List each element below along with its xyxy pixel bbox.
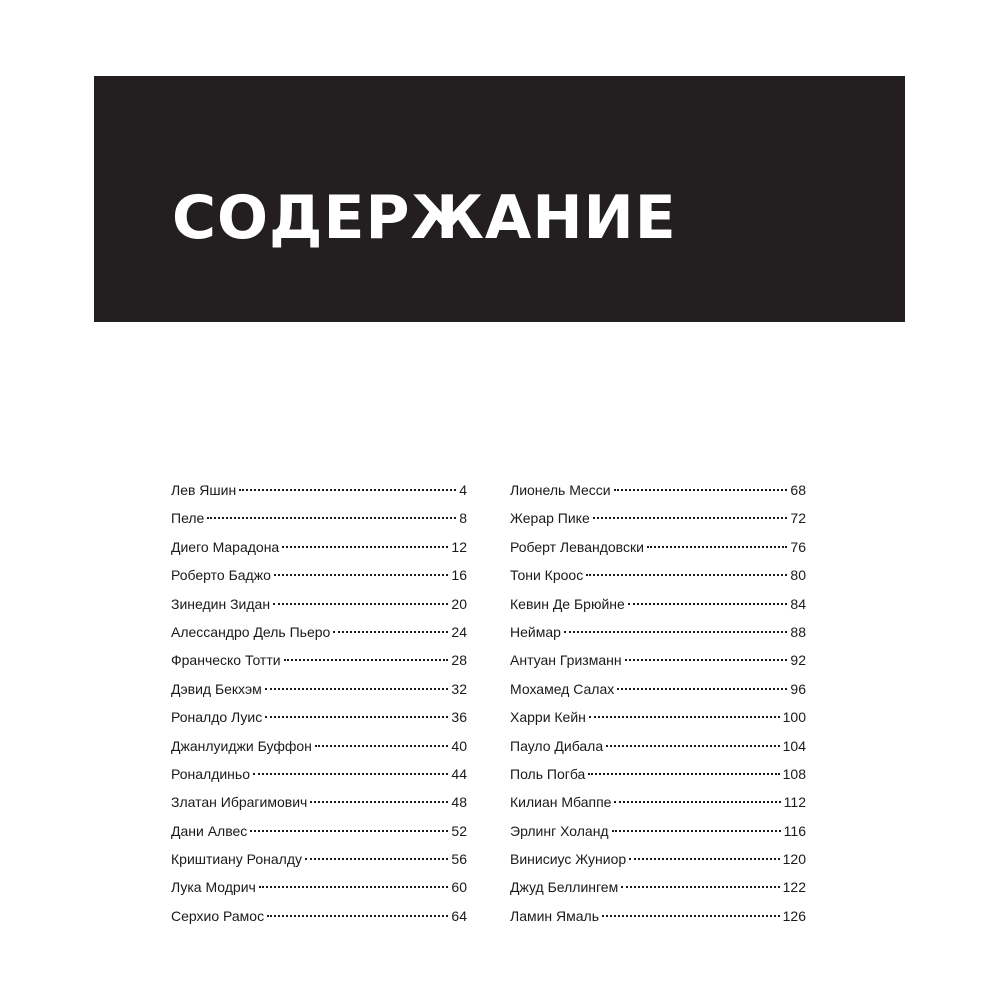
toc-entry-page: 76 [790, 538, 806, 555]
dot-leader [250, 830, 448, 832]
toc-entry-name: Мохамед Салах [510, 680, 615, 697]
dot-leader [259, 886, 449, 888]
dot-leader [602, 915, 780, 917]
toc-entry-name: Лука Модрич [171, 879, 256, 896]
toc-entry-name: Роберт Левандовски [510, 538, 644, 555]
toc-entry[interactable] [510, 760, 806, 788]
toc-entry[interactable] [510, 561, 806, 589]
dot-leader [612, 830, 781, 832]
toc-entry-page: 64 [451, 907, 467, 924]
toc-entry-page: 44 [451, 765, 467, 782]
toc-entry[interactable] [171, 817, 467, 845]
toc-entry-page: 112 [783, 794, 806, 811]
toc-entry[interactable] [510, 504, 806, 532]
toc-entry[interactable] [171, 703, 467, 731]
toc-entry-name: Поль Погба [510, 765, 586, 782]
toc-entry[interactable] [510, 873, 806, 901]
toc-entry[interactable] [171, 504, 467, 532]
toc-column-right [510, 476, 806, 930]
toc-entry-page: 122 [782, 879, 806, 896]
toc-entry-name: Джанлуиджи Буффон [171, 737, 312, 754]
toc-entry-name: Златан Ибрагимович [171, 794, 308, 811]
toc-entry-page: 96 [790, 680, 806, 697]
toc-entry[interactable] [171, 533, 467, 561]
toc-entry-page: 24 [451, 623, 467, 640]
toc-entry-name: Килиан Мбаппе [510, 794, 612, 811]
dot-leader [315, 745, 449, 747]
toc-entry-page: 32 [451, 680, 467, 697]
toc-entry-name: Роналдо Луис [171, 709, 263, 726]
dot-leader [617, 688, 787, 690]
toc-entry-page: 100 [782, 709, 806, 726]
dot-leader [253, 773, 448, 775]
toc-entry-name: Роналдиньо [171, 765, 250, 782]
toc-entry[interactable] [171, 788, 467, 816]
toc-entry-name: Тони Кроос [510, 567, 584, 584]
toc-entry[interactable] [171, 902, 467, 930]
dot-leader [273, 603, 448, 605]
toc-column-left [171, 476, 467, 930]
toc-entry-page: 16 [451, 567, 467, 584]
toc-entry[interactable] [171, 561, 467, 589]
dot-leader [274, 574, 449, 576]
dot-leader [239, 489, 456, 491]
dot-leader [614, 801, 780, 803]
title-banner [94, 76, 905, 322]
toc-entry[interactable] [510, 675, 806, 703]
toc-entry[interactable] [510, 902, 806, 930]
toc-entry-name: Дани Алвес [171, 822, 248, 839]
toc-entry[interactable] [171, 732, 467, 760]
toc-entry-page: 36 [451, 709, 467, 726]
toc-entry[interactable] [510, 703, 806, 731]
toc-entry-page: 84 [790, 595, 806, 612]
dot-leader [265, 688, 449, 690]
dot-leader [564, 631, 788, 633]
toc-entry-name: Серхио Рамос [171, 907, 265, 924]
dot-leader [606, 745, 780, 747]
toc-entry-name: Роберто Баджо [171, 567, 271, 584]
dot-leader [593, 517, 788, 519]
toc-entry[interactable] [171, 476, 467, 504]
toc-entry-page: 72 [790, 510, 806, 527]
toc-entry-page: 60 [451, 879, 467, 896]
toc-entry-name: Ламин Ямаль [510, 907, 600, 924]
page-title: СОДЕРЖАНИЕ [172, 183, 677, 253]
toc-entry-name: Алессандро Дель Пьеро [171, 623, 331, 640]
toc-entry-name: Джуд Беллингем [510, 879, 619, 896]
toc-entry[interactable] [171, 590, 467, 618]
toc-entry-page: 48 [451, 794, 467, 811]
toc-entry[interactable] [171, 760, 467, 788]
toc-entry-name: Пауло Дибала [510, 737, 604, 754]
toc-entry-page: 80 [790, 567, 806, 584]
toc-entry-name: Антуан Гризманн [510, 652, 622, 669]
dot-leader [628, 603, 788, 605]
toc-entry[interactable] [510, 732, 806, 760]
dot-leader [589, 716, 780, 718]
toc-entry[interactable] [171, 845, 467, 873]
toc-entry-page: 108 [782, 765, 806, 782]
toc-entry-name: Дэвид Бекхэм [171, 680, 262, 697]
dot-leader [267, 915, 448, 917]
toc-entry[interactable] [171, 873, 467, 901]
toc-entry-name: Винисиус Жуниор [510, 851, 627, 868]
toc-entry[interactable] [510, 618, 806, 646]
toc-entry-name: Франческо Тотти [171, 652, 281, 669]
toc-entry-page: 52 [451, 822, 467, 839]
dot-leader [305, 858, 448, 860]
toc-entry-name: Диего Марадона [171, 538, 280, 555]
dot-leader [625, 659, 788, 661]
toc-entry-page: 68 [790, 482, 806, 498]
toc-entry-page: 40 [451, 737, 467, 754]
toc-entry-page: 92 [790, 652, 806, 669]
dot-leader [333, 631, 448, 633]
toc-entry-name: Лев Яшин [171, 482, 237, 498]
dot-leader [647, 546, 788, 548]
toc-entry[interactable] [510, 533, 806, 561]
toc-entry-name: Эрлинг Холанд [510, 822, 609, 839]
toc-entry[interactable] [510, 646, 806, 674]
toc-entry-page: 12 [451, 538, 467, 555]
toc-entry-name: Зинедин Зидан [171, 595, 271, 612]
dot-leader [614, 489, 788, 491]
toc-entry-name: Пеле [171, 510, 205, 527]
toc-entry-page: 20 [451, 595, 467, 612]
toc-entry-name: Харри Кейн [510, 709, 586, 726]
toc-entry[interactable] [171, 618, 467, 646]
toc-entry-page: 4 [459, 482, 467, 498]
toc-entry-name: Неймар [510, 623, 561, 640]
toc-entry-page: 56 [451, 851, 467, 868]
toc-entry[interactable] [171, 646, 467, 674]
dot-leader [282, 546, 448, 548]
toc-entry-page: 126 [782, 907, 806, 924]
toc-entry[interactable] [171, 675, 467, 703]
dot-leader [310, 801, 448, 803]
dot-leader [284, 659, 449, 661]
dot-leader [586, 574, 787, 576]
toc-entry-page: 116 [783, 822, 806, 839]
toc-entry-name: Лионель Месси [510, 482, 611, 498]
toc-entry-name: Криштиану Роналду [171, 851, 302, 868]
dot-leader [588, 773, 779, 775]
toc-entry-page: 28 [451, 652, 467, 669]
toc-entry-page: 104 [782, 737, 806, 754]
toc-entry-page: 120 [782, 851, 806, 868]
dot-leader [207, 517, 456, 519]
dot-leader [265, 716, 448, 718]
toc-entry[interactable] [510, 817, 806, 845]
toc-entry-page: 8 [459, 510, 467, 527]
toc-entry[interactable] [510, 845, 806, 873]
dot-leader [621, 886, 779, 888]
toc-entry-name: Жерар Пике [510, 510, 590, 527]
toc-entry-name: Кевин Де Брюйне [510, 595, 625, 612]
toc-entry[interactable] [510, 476, 806, 504]
toc-entry-page: 88 [790, 623, 806, 640]
dot-leader [629, 858, 779, 860]
toc-entry[interactable] [510, 788, 806, 816]
toc-entry[interactable] [510, 590, 806, 618]
